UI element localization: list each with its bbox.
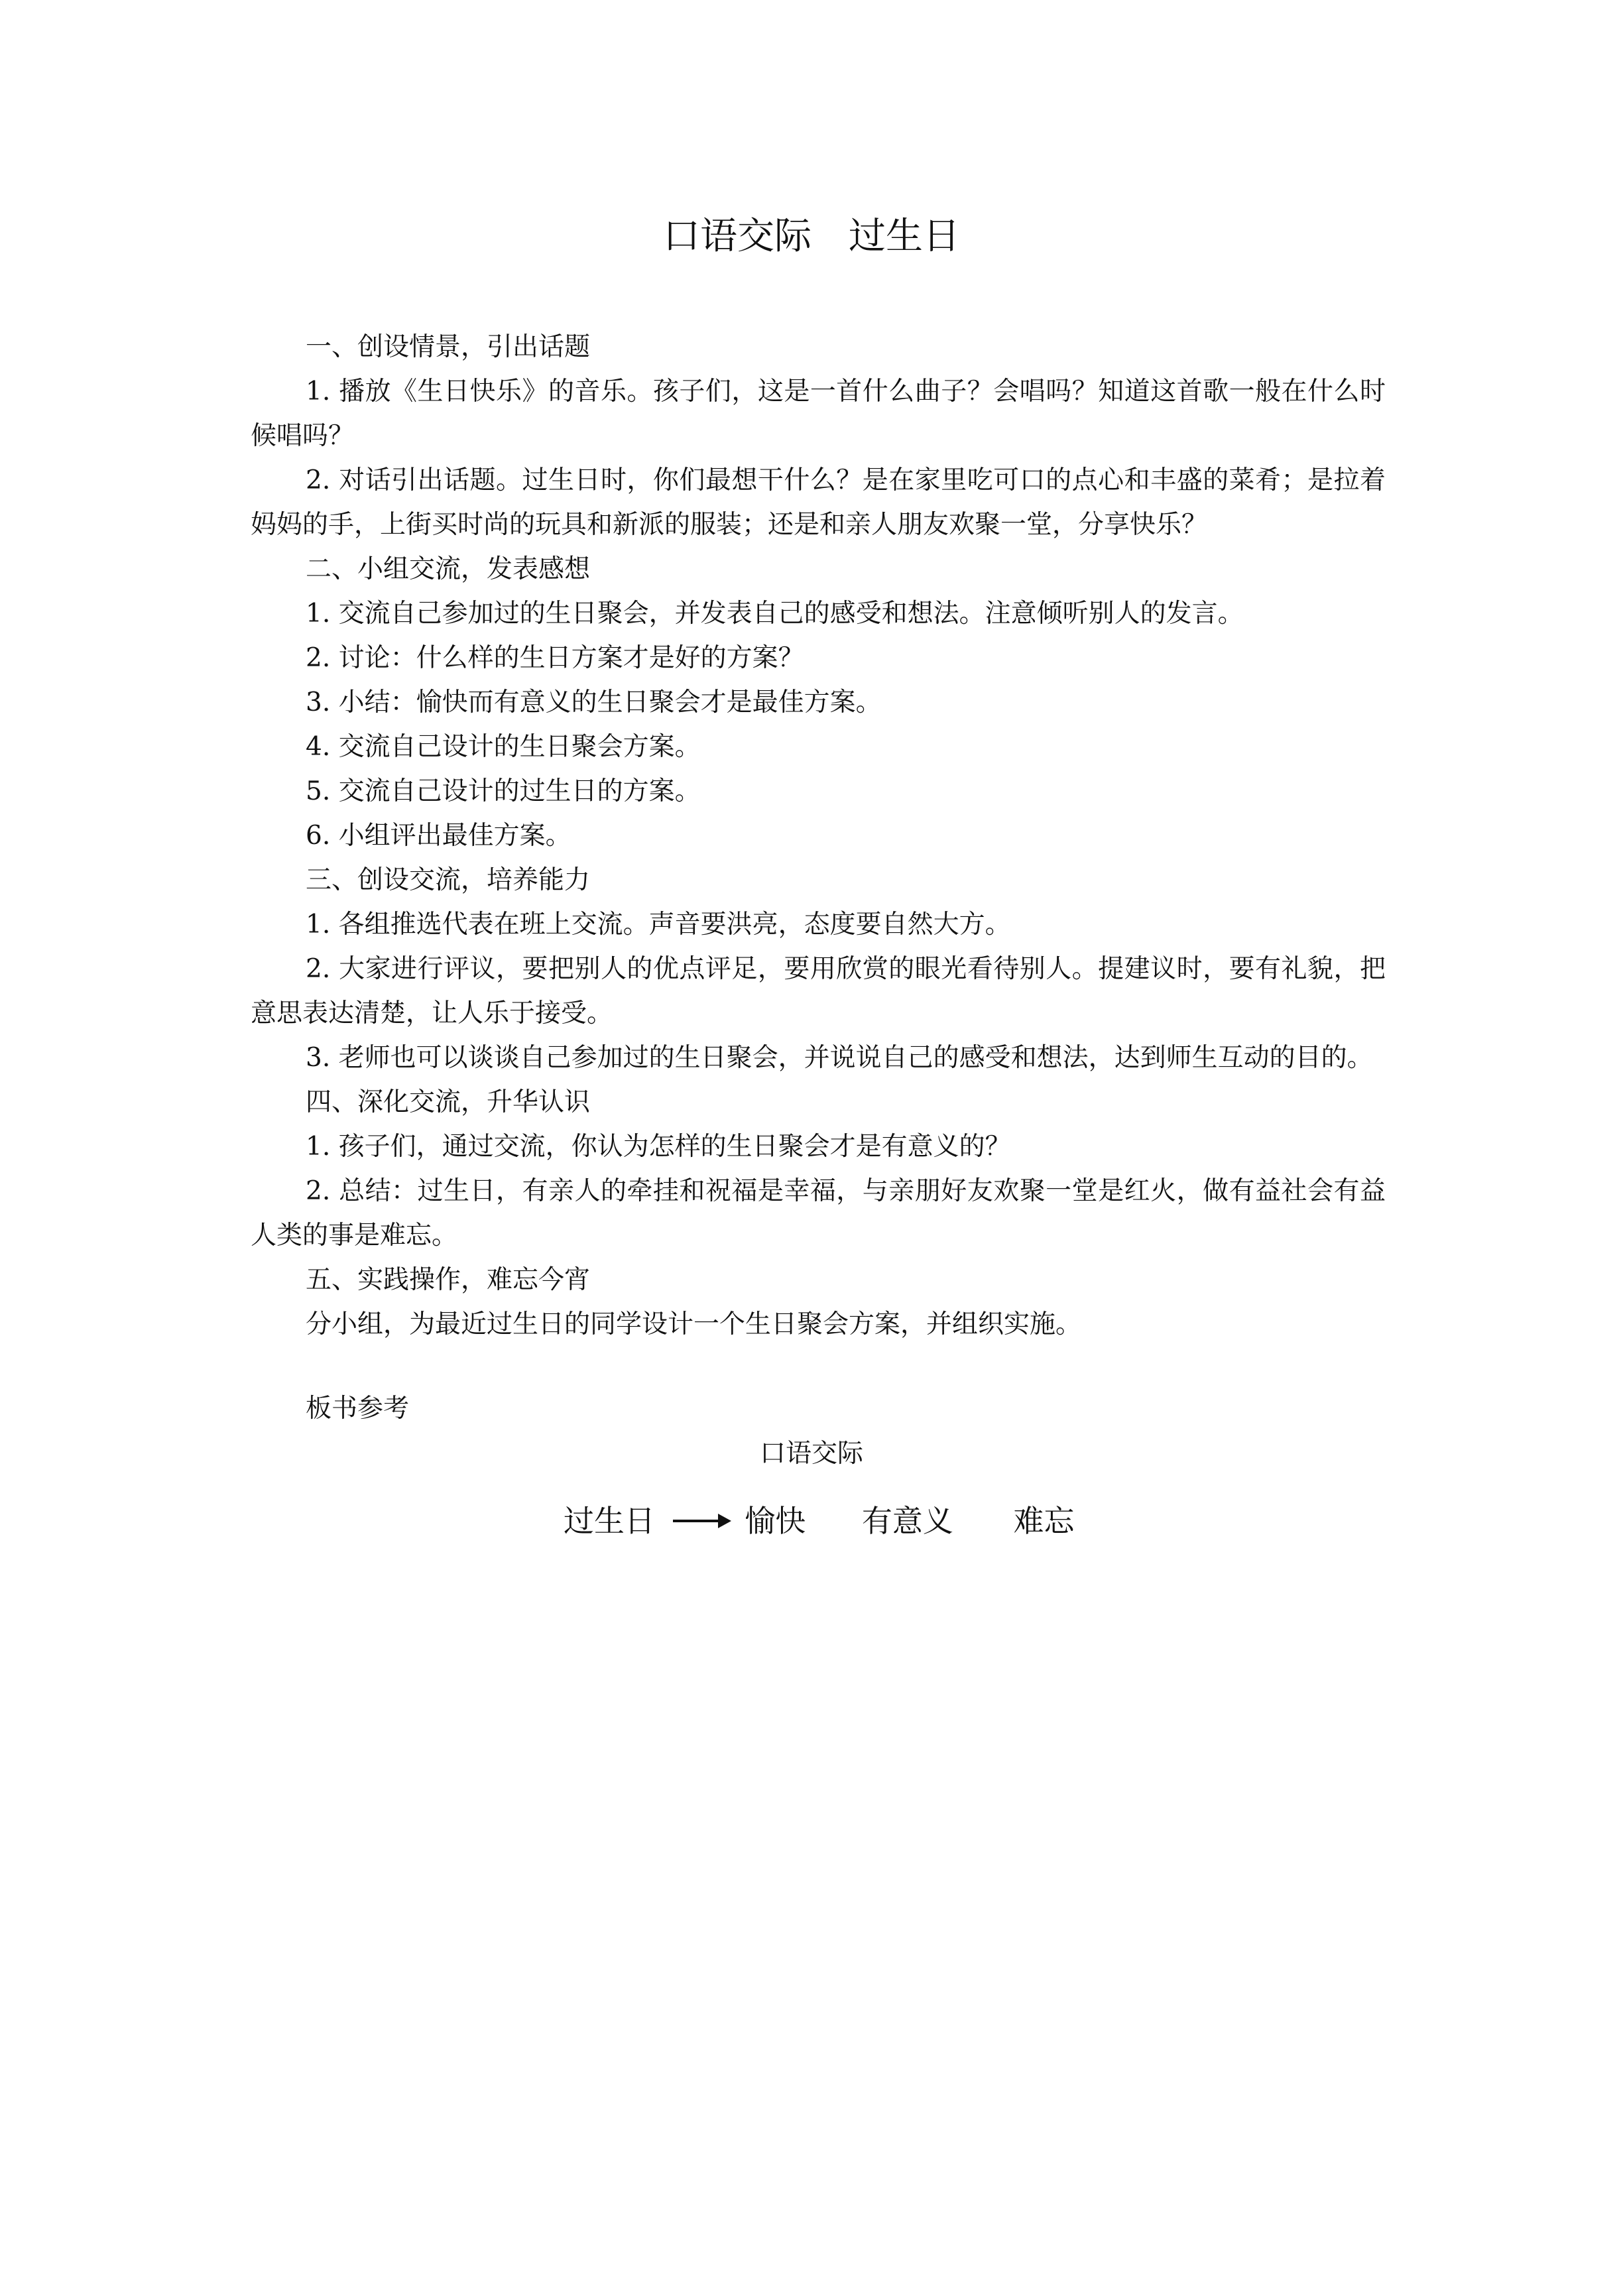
board-item: 难忘 (1013, 1502, 1075, 1539)
section-heading: 一、创设情景，引出话题 (306, 332, 591, 362)
board-source: 过生日 (564, 1502, 655, 1539)
paragraph: 5. 交流自己设计的过生日的方案。 (306, 776, 701, 806)
board-label: 板书参考 (306, 1394, 410, 1423)
paragraph: 1. 各组推选代表在班上交流。声音要洪亮，态度要自然大方。 (306, 910, 1011, 939)
section-heading: 五、实践操作，难忘今宵 (306, 1265, 591, 1295)
paragraph: 分小组，为最近过生日的同学设计一个生日聚会方案，并组织实施。 (306, 1309, 1082, 1339)
section-heading: 二、小组交流，发表感想 (306, 554, 591, 584)
paragraph: 4. 交流自己设计的生日聚会方案。 (306, 732, 701, 762)
paragraph: 2. 大家进行评议，要把别人的优点评足，要用欣赏的眼光看待别人。提建议时，要有礼貌，把意思表达清楚，让人乐于接受。 (251, 954, 1386, 1028)
paragraph: 1. 孩子们，通过交流，你认为怎样的生日聚会才是有意义的？ (306, 1132, 1011, 1162)
section-heading: 三、创设交流，培养能力 (306, 865, 591, 895)
board-center-title: 口语交际 (759, 1439, 863, 1469)
board-flow (564, 1495, 1075, 1541)
paragraph: 1. 播放《生日快乐》的音乐。孩子们，这是一首什么曲子？会唱吗？知道这首歌一般在什么时候唱吗？ (251, 377, 1386, 451)
paragraph: 2. 对话引出话题。过生日时，你们最想干什么？是在家里吃可口的点心和丰盛的菜肴；是拉着妈妈的手，上街买时尚的玩具和新派的服装；还是和亲人朋友欢聚一堂，分享快乐？ (251, 465, 1386, 540)
paragraph: 3. 小结：愉快而有意义的生日聚会才是最佳方案。 (306, 688, 882, 717)
spacer (251, 1347, 1386, 1386)
board-item: 愉快 (745, 1502, 806, 1539)
paragraph: 3. 老师也可以谈谈自己参加过的生日聚会，并说说自己的感受和想法，达到师生互动的目的。 (306, 1043, 1373, 1073)
arrow-right-icon (673, 1520, 729, 1522)
board-item: 有意义 (861, 1502, 953, 1539)
paragraph: 2. 讨论：什么样的生日方案才是好的方案？ (306, 643, 804, 673)
page-title: 口语交际 过生日 (663, 215, 960, 258)
section-heading: 四、深化交流，升华认识 (306, 1087, 591, 1117)
paragraph: 6. 小组评出最佳方案。 (306, 821, 571, 851)
paragraph: 2. 总结：过生日，有亲人的牵挂和祝福是幸福，与亲朋好友欢聚一堂是红火，做有益社会有益人类的事是难忘。 (251, 1176, 1386, 1250)
lesson-body (251, 325, 1386, 1431)
paragraph: 1. 交流自己参加过的生日聚会，并发表自己的感受和想法。注意倾听别人的发言。 (306, 599, 1244, 629)
